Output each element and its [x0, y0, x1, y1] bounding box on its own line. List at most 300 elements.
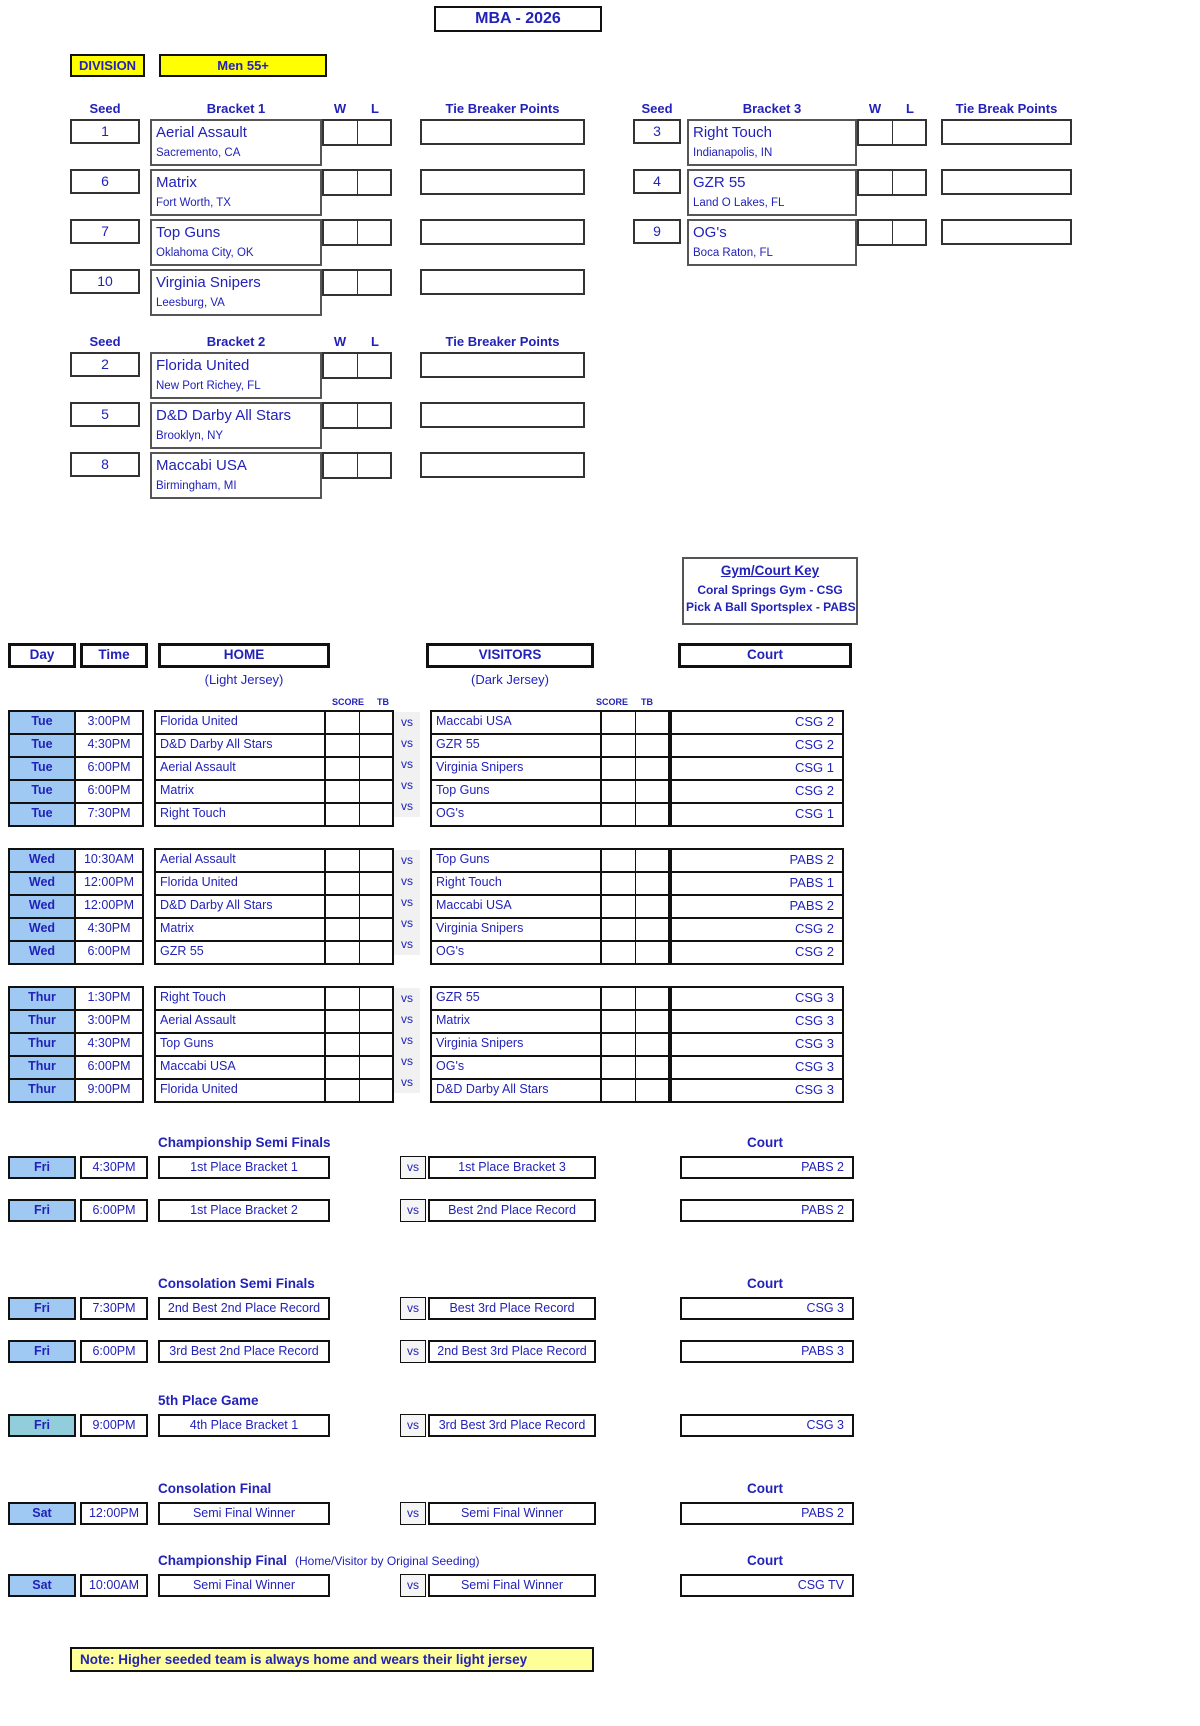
day-cell: Fri — [8, 1340, 76, 1363]
wins-header: W — [333, 101, 347, 116]
team-name: D&D Darby All Stars — [156, 407, 292, 424]
home-score-cell[interactable] — [326, 781, 360, 802]
wins-cell[interactable] — [322, 269, 358, 296]
day-cell: Wed — [10, 919, 76, 940]
game-row — [10, 756, 142, 779]
visitor-tb-cell[interactable] — [636, 1011, 668, 1032]
visitor-tb-cell[interactable] — [636, 942, 668, 963]
team-cell — [687, 169, 857, 216]
visitor-team-cell: OG's — [432, 804, 602, 825]
losses-header: L — [371, 101, 379, 116]
finals-section — [8, 1276, 1192, 1363]
division-row — [70, 54, 1192, 77]
tiebreak-points-cell[interactable] — [941, 219, 1072, 245]
team-row — [70, 219, 593, 266]
court-group — [670, 710, 844, 827]
game-row — [10, 802, 142, 825]
court-cell: CSG 3 — [794, 1059, 834, 1074]
finals-section — [8, 1135, 1192, 1222]
finals-section-header — [8, 1481, 1192, 1499]
day-cell: Fri — [8, 1297, 76, 1320]
game-row — [432, 917, 668, 940]
vs-label: vs — [400, 1199, 426, 1222]
seed-header: Seed — [641, 101, 673, 116]
home-score-cell[interactable] — [326, 758, 360, 779]
day-cell: Sat — [8, 1574, 76, 1597]
home-score-cell[interactable] — [326, 942, 360, 963]
team-cell — [150, 119, 322, 166]
game-row — [672, 779, 842, 802]
home-score-cell[interactable] — [326, 735, 360, 756]
losses-cell[interactable] — [358, 119, 392, 146]
home-score-cell[interactable] — [326, 1034, 360, 1055]
game-row — [432, 850, 668, 871]
finals-game-row — [8, 1156, 1192, 1179]
day-block — [8, 986, 1192, 1103]
court-group — [670, 986, 844, 1103]
finals-game-row — [8, 1340, 1192, 1363]
visitor-team-cell: Virginia Snipers — [432, 1034, 602, 1055]
time-cell: 7:30PM — [80, 1297, 148, 1320]
game-row — [672, 756, 842, 779]
visitors-group — [430, 848, 670, 965]
court-column-header: Court — [747, 1276, 783, 1291]
visitor-score-cell[interactable] — [602, 1011, 636, 1032]
home-score-cell[interactable] — [326, 988, 360, 1009]
tiebreak-points-cell[interactable] — [420, 269, 585, 295]
vs-label: vs — [394, 1051, 420, 1072]
home-tb-cell[interactable] — [360, 735, 392, 756]
time-cell: 10:30AM — [83, 852, 135, 866]
day-cell: Tue — [10, 712, 76, 733]
schedule-header-row — [8, 643, 1192, 668]
tiebreak-points-cell[interactable] — [420, 169, 585, 195]
wins-cell[interactable] — [857, 219, 893, 246]
day-cell: Wed — [10, 873, 76, 894]
game-row — [432, 1055, 668, 1078]
game-row — [394, 754, 420, 775]
time-column-header: Time — [80, 643, 148, 668]
team-cell — [150, 169, 322, 216]
home-tb-cell[interactable] — [360, 1034, 392, 1055]
game-row — [432, 802, 668, 825]
visitor-slot-cell: 1st Place Bracket 3 — [428, 1156, 596, 1179]
standings-area — [8, 101, 1192, 517]
schedule-blocks — [8, 710, 1192, 1103]
game-row — [394, 1072, 420, 1093]
game-row — [672, 871, 842, 894]
court-cell: CSG 3 — [794, 1082, 834, 1097]
game-row — [672, 1078, 842, 1101]
visitor-team-cell: OG's — [432, 942, 602, 963]
time-cell: 4:30PM — [87, 921, 131, 935]
seed-cell: 6 — [70, 169, 140, 194]
score-tb-label-row — [8, 697, 1192, 709]
home-team-cell: Right Touch — [156, 988, 326, 1009]
home-tb-cell[interactable] — [360, 896, 392, 917]
visitor-team-cell: Virginia Snipers — [432, 758, 602, 779]
losses-cell[interactable] — [358, 269, 392, 296]
standings-header-row — [70, 101, 593, 116]
day-time-group — [8, 986, 144, 1103]
court-cell: CSG 2 — [794, 921, 834, 936]
game-row — [156, 917, 392, 940]
team-cell — [150, 352, 322, 399]
visitor-slot-cell: Semi Final Winner — [428, 1502, 596, 1525]
home-score-cell[interactable] — [326, 850, 360, 871]
game-row — [432, 733, 668, 756]
visitor-tb-cell[interactable] — [636, 1034, 668, 1055]
finals-section-header — [8, 1135, 1192, 1153]
wins-cell[interactable] — [322, 119, 358, 146]
visitor-tb-cell[interactable] — [636, 850, 668, 871]
team-name: Florida United — [156, 357, 250, 374]
wins-cell[interactable] — [322, 452, 358, 479]
home-tb-cell[interactable] — [360, 919, 392, 940]
losses-cell[interactable] — [893, 219, 927, 246]
visitors-group — [430, 710, 670, 827]
game-row — [672, 1032, 842, 1055]
tb-label: TB — [377, 697, 389, 707]
visitor-team-cell: Top Guns — [432, 781, 602, 802]
game-row — [156, 1032, 392, 1055]
wins-cell[interactable] — [322, 402, 358, 429]
game-row — [10, 779, 142, 802]
day-cell: Tue — [10, 758, 76, 779]
home-tb-cell[interactable] — [360, 712, 392, 733]
game-row — [156, 1009, 392, 1032]
visitors-column-header: VISITORS — [426, 643, 594, 668]
court-column-header: Court — [747, 1553, 783, 1568]
seed-cell: 1 — [70, 119, 140, 144]
game-row — [432, 894, 668, 917]
home-score-cell[interactable] — [326, 804, 360, 825]
gym-key-line: Pick A Ball Sportsplex - PABS — [686, 600, 856, 614]
vs-label: vs — [400, 1414, 426, 1437]
game-row — [156, 1078, 392, 1101]
game-row — [10, 1009, 142, 1032]
team-name: Right Touch — [693, 124, 772, 141]
home-tb-cell[interactable] — [360, 988, 392, 1009]
home-team-cell: Right Touch — [156, 804, 326, 825]
note: Note: Higher seeded team is always home and wears their light jersey — [70, 1647, 594, 1672]
tiebreak-points-cell[interactable] — [941, 169, 1072, 195]
game-row — [10, 712, 142, 733]
court-cell: CSG 1 — [794, 760, 834, 775]
time-cell: 4:30PM — [87, 1036, 131, 1050]
seed-header: Seed — [89, 101, 121, 116]
visitor-tb-cell[interactable] — [636, 735, 668, 756]
home-slot-cell: 1st Place Bracket 2 — [158, 1199, 330, 1222]
tb-label: TB — [641, 697, 653, 707]
visitor-team-cell: OG's — [432, 1057, 602, 1078]
team-name: Matrix — [156, 174, 197, 191]
win-loss-cells — [322, 169, 392, 196]
win-loss-cells — [322, 452, 392, 479]
team-name: Aerial Assault — [156, 124, 247, 141]
bracket-name-header: Bracket 2 — [206, 334, 266, 349]
tiebreak-points-cell[interactable] — [420, 219, 585, 245]
day-cell: Fri — [8, 1414, 76, 1437]
home-score-cell[interactable] — [326, 1080, 360, 1101]
visitor-score-cell[interactable] — [602, 804, 636, 825]
wins-cell[interactable] — [322, 219, 358, 246]
standings-header-row — [633, 101, 1072, 116]
vs-label: vs — [394, 796, 420, 817]
wins-cell[interactable] — [322, 169, 358, 196]
court-cell: CSG 2 — [794, 783, 834, 798]
visitor-slot-cell: Semi Final Winner — [428, 1574, 596, 1597]
vs-label: vs — [394, 850, 420, 871]
day-cell: Thur — [10, 1011, 76, 1032]
tiebreak-points-cell[interactable] — [941, 119, 1072, 145]
time-cell: 1:30PM — [87, 990, 131, 1004]
tiebreak-points-cell[interactable] — [420, 402, 585, 428]
win-loss-cells — [857, 119, 927, 146]
page-title: MBA - 2026 — [434, 6, 602, 32]
court-cell: CSG 3 — [680, 1297, 854, 1320]
visitor-slot-cell: 3rd Best 3rd Place Record — [428, 1414, 596, 1437]
losses-cell[interactable] — [893, 169, 927, 196]
team-city: Birmingham, MI — [156, 480, 237, 492]
time-cell: 3:00PM — [87, 1013, 131, 1027]
court-cell: CSG 1 — [794, 806, 834, 821]
visitor-tb-cell[interactable] — [636, 781, 668, 802]
game-row — [10, 940, 142, 963]
visitor-score-cell[interactable] — [602, 850, 636, 871]
game-row — [10, 1078, 142, 1101]
score-label: SCORE — [595, 697, 628, 707]
time-cell: 6:00PM — [87, 760, 131, 774]
vs-label: vs — [394, 1009, 420, 1030]
vs-column — [394, 710, 420, 817]
visitor-score-cell[interactable] — [602, 1080, 636, 1101]
time-cell: 10:00AM — [80, 1574, 148, 1597]
home-slot-cell: 2nd Best 2nd Place Record — [158, 1297, 330, 1320]
wins-cell[interactable] — [322, 352, 358, 379]
court-cell: CSG TV — [680, 1574, 854, 1597]
home-team-cell: Matrix — [156, 781, 326, 802]
court-column-header: Court — [747, 1481, 783, 1496]
tiebreak-header: Tie Break Points — [955, 101, 1058, 116]
team-city: Sacremento, CA — [156, 147, 241, 159]
game-row — [156, 733, 392, 756]
visitor-tb-cell[interactable] — [636, 1080, 668, 1101]
court-cell: CSG 2 — [794, 714, 834, 729]
visitor-team-cell: Top Guns — [432, 850, 602, 871]
team-city: Oklahoma City, OK — [156, 247, 254, 259]
vs-label: vs — [400, 1340, 426, 1363]
visitor-tb-cell[interactable] — [636, 988, 668, 1009]
finals-section-header — [8, 1393, 1192, 1411]
court-cell: PABS 3 — [680, 1340, 854, 1363]
home-score-cell[interactable] — [326, 1057, 360, 1078]
vs-label: vs — [394, 1072, 420, 1093]
time-cell: 6:00PM — [80, 1199, 148, 1222]
home-slot-cell: 1st Place Bracket 1 — [158, 1156, 330, 1179]
home-team-cell: D&D Darby All Stars — [156, 735, 326, 756]
home-score-cell[interactable] — [326, 712, 360, 733]
score-label: SCORE — [331, 697, 364, 707]
visitor-score-cell[interactable] — [602, 873, 636, 894]
wins-cell[interactable] — [857, 169, 893, 196]
tiebreak-points-cell[interactable] — [420, 452, 585, 478]
visitor-tb-cell[interactable] — [636, 896, 668, 917]
home-score-cell[interactable] — [326, 896, 360, 917]
game-row — [394, 913, 420, 934]
gym-key-title: Gym/Court Key — [720, 563, 820, 578]
visitor-score-cell[interactable] — [602, 988, 636, 1009]
row-gap — [8, 1320, 1192, 1340]
time-cell: 4:30PM — [80, 1156, 148, 1179]
win-loss-cells — [322, 119, 392, 146]
game-row — [156, 1055, 392, 1078]
game-row — [156, 802, 392, 825]
vs-label: vs — [394, 934, 420, 955]
day-cell: Fri — [8, 1156, 76, 1179]
team-cell — [150, 402, 322, 449]
finals-section-subtitle: (Home/Visitor by Original Seeding) — [295, 1554, 480, 1568]
day-cell: Thur — [10, 1057, 76, 1078]
team-city: Leesburg, VA — [156, 297, 225, 309]
home-score-cell[interactable] — [326, 1011, 360, 1032]
day-cell: Sat — [8, 1502, 76, 1525]
visitor-score-cell[interactable] — [602, 919, 636, 940]
time-cell: 4:30PM — [87, 737, 131, 751]
visitor-team-cell: D&D Darby All Stars — [432, 1080, 602, 1101]
team-row — [70, 402, 593, 449]
home-tb-cell[interactable] — [360, 758, 392, 779]
visitor-score-cell[interactable] — [602, 896, 636, 917]
court-cell: PABS 2 — [789, 852, 834, 867]
losses-cell[interactable] — [893, 119, 927, 146]
court-cell: PABS 2 — [789, 898, 834, 913]
visitor-tb-cell[interactable] — [636, 712, 668, 733]
visitor-score-cell[interactable] — [602, 735, 636, 756]
time-cell: 6:00PM — [87, 783, 131, 797]
gym-court-key — [682, 557, 858, 625]
visitor-team-cell: GZR 55 — [432, 988, 602, 1009]
team-city: Land O Lakes, FL — [693, 197, 785, 209]
game-row — [672, 894, 842, 917]
time-cell: 3:00PM — [87, 714, 131, 728]
game-row — [432, 779, 668, 802]
game-row — [672, 850, 842, 871]
visitor-score-cell[interactable] — [602, 758, 636, 779]
court-column-header: Court — [678, 643, 852, 668]
home-team-cell: D&D Darby All Stars — [156, 896, 326, 917]
vs-label: vs — [394, 754, 420, 775]
team-row — [70, 119, 593, 166]
home-tb-cell[interactable] — [360, 942, 392, 963]
home-tb-cell[interactable] — [360, 1057, 392, 1078]
court-group — [670, 848, 844, 965]
home-jersey-note: (Light Jersey) — [204, 672, 284, 687]
finals-section-title: Consolation Final — [158, 1481, 272, 1496]
home-team-cell: Maccabi USA — [156, 1057, 326, 1078]
visitor-score-cell[interactable] — [602, 1034, 636, 1055]
time-cell: 9:00PM — [87, 1082, 131, 1096]
vs-label: vs — [394, 892, 420, 913]
visitor-slot-cell: Best 2nd Place Record — [428, 1199, 596, 1222]
home-tb-cell[interactable] — [360, 873, 392, 894]
bracket-name-header: Bracket 3 — [742, 101, 802, 116]
home-team-cell: Aerial Assault — [156, 758, 326, 779]
game-row — [432, 940, 668, 963]
bracket-table-3 — [633, 101, 1072, 266]
home-tb-cell[interactable] — [360, 1080, 392, 1101]
time-cell: 12:00PM — [83, 875, 135, 889]
tiebreak-points-cell[interactable] — [420, 352, 585, 378]
game-row — [672, 917, 842, 940]
vs-label: vs — [394, 871, 420, 892]
visitor-team-cell: Right Touch — [432, 873, 602, 894]
losses-cell[interactable] — [358, 402, 392, 429]
bracket-table-1 — [70, 101, 593, 316]
seed-cell: 5 — [70, 402, 140, 427]
visitor-score-cell[interactable] — [602, 1057, 636, 1078]
game-row — [432, 712, 668, 733]
team-row — [633, 169, 1072, 216]
team-cell — [687, 219, 857, 266]
seed-cell: 4 — [633, 169, 681, 194]
game-row — [156, 779, 392, 802]
day-cell: Tue — [10, 804, 76, 825]
vs-column — [394, 986, 420, 1093]
wins-cell[interactable] — [857, 119, 893, 146]
tiebreak-points-cell[interactable] — [420, 119, 585, 145]
game-row — [394, 796, 420, 817]
visitor-tb-cell[interactable] — [636, 1057, 668, 1078]
game-row — [672, 1055, 842, 1078]
visitor-tb-cell[interactable] — [636, 804, 668, 825]
home-score-cell[interactable] — [326, 919, 360, 940]
court-cell: CSG 3 — [794, 990, 834, 1005]
home-tb-cell[interactable] — [360, 1011, 392, 1032]
team-cell — [150, 269, 322, 316]
game-row — [10, 733, 142, 756]
visitor-tb-cell[interactable] — [636, 873, 668, 894]
home-score-cell[interactable] — [326, 873, 360, 894]
finals-section-title: 5th Place Game — [158, 1393, 259, 1408]
home-slot-cell: 4th Place Bracket 1 — [158, 1414, 330, 1437]
visitor-tb-cell[interactable] — [636, 919, 668, 940]
visitor-score-cell[interactable] — [602, 781, 636, 802]
losses-cell[interactable] — [358, 452, 392, 479]
visitor-score-cell[interactable] — [602, 712, 636, 733]
losses-cell[interactable] — [358, 169, 392, 196]
court-cell: CSG 3 — [794, 1036, 834, 1051]
home-column-header: HOME — [158, 643, 330, 668]
standings-left-column — [8, 101, 593, 517]
home-tb-cell[interactable] — [360, 850, 392, 871]
visitors-jersey-note: (Dark Jersey) — [470, 672, 549, 687]
court-cell: CSG 2 — [794, 944, 834, 959]
losses-cell[interactable] — [358, 219, 392, 246]
home-tb-cell[interactable] — [360, 804, 392, 825]
game-row — [672, 1009, 842, 1032]
home-tb-cell[interactable] — [360, 781, 392, 802]
game-row — [672, 988, 842, 1009]
visitor-score-cell[interactable] — [602, 942, 636, 963]
losses-cell[interactable] — [358, 352, 392, 379]
home-slot-cell: Semi Final Winner — [158, 1574, 330, 1597]
time-cell: 9:00PM — [80, 1414, 148, 1437]
home-slot-cell: Semi Final Winner — [158, 1502, 330, 1525]
team-name: Virginia Snipers — [156, 274, 261, 291]
game-row — [672, 940, 842, 963]
visitor-tb-cell[interactable] — [636, 758, 668, 779]
